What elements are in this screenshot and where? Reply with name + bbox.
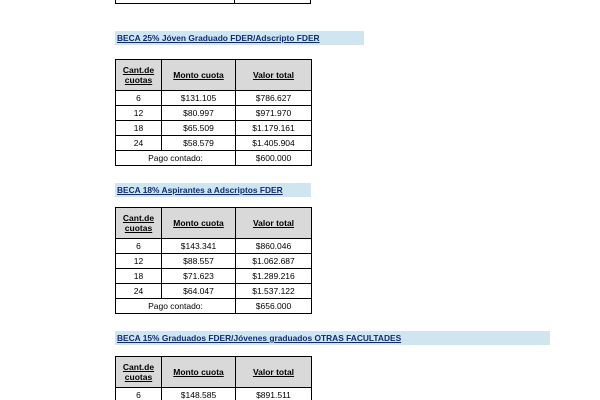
header-total: Valor total	[236, 208, 312, 239]
cell-cuotas: 6	[116, 91, 162, 106]
cell-cuotas: 6	[116, 388, 162, 400]
cell-monto: $148.585	[162, 388, 236, 400]
cell-cuotas: 12	[116, 106, 162, 121]
pago-contado-value: $600.000	[236, 151, 312, 166]
table-header-row	[116, 60, 312, 91]
pago-contado-value: $656.000	[236, 299, 312, 314]
pago-contado-row	[116, 0, 311, 4]
cell-monto: $71.623	[162, 269, 236, 284]
pago-contado-row	[116, 299, 312, 314]
table-row	[116, 91, 312, 106]
table-row	[116, 254, 312, 269]
cell-cuotas: 18	[116, 121, 162, 136]
cell-cuotas: 24	[116, 284, 162, 299]
header-cuotas: Cant.de cuotas	[116, 60, 162, 91]
header-monto: Monto cuota	[162, 60, 236, 91]
cell-monto: $65.509	[162, 121, 236, 136]
cell-total: $1.179.161	[236, 121, 312, 136]
header-cuotas: Cant.de cuotas	[116, 357, 162, 388]
header-cuotas: Cant.de cuotas	[116, 208, 162, 239]
cell-total: $1.537.122	[236, 284, 312, 299]
beca-18-table	[115, 207, 312, 314]
pago-contado-label: Pago contado:	[116, 299, 236, 314]
pago-contado-label	[116, 0, 235, 4]
cell-cuotas: 24	[116, 136, 162, 151]
previous-table-fragment	[115, 0, 311, 4]
pago-contado-label: Pago contado:	[116, 151, 236, 166]
cell-total: $786.627	[236, 91, 312, 106]
cell-total: $1.405.904	[236, 136, 312, 151]
table-row	[116, 121, 312, 136]
header-total: Valor total	[236, 60, 312, 91]
cell-monto: $131.105	[162, 91, 236, 106]
table-header-row	[116, 208, 312, 239]
table-row	[116, 106, 312, 121]
cell-cuotas: 18	[116, 269, 162, 284]
table-row	[116, 269, 312, 284]
table-row	[116, 239, 312, 254]
section-title-beca-15	[115, 331, 550, 345]
beca-15-table	[115, 356, 312, 400]
cell-monto: $64.047	[162, 284, 236, 299]
cell-monto: $58.579	[162, 136, 236, 151]
cell-monto: $88.557	[162, 254, 236, 269]
cell-monto: $80.997	[162, 106, 236, 121]
header-total: Valor total	[236, 357, 312, 388]
pago-contado-row	[116, 151, 312, 166]
cell-total: $860.046	[236, 239, 312, 254]
section-title-text: BECA 25% Jóven Graduado FDER/Adscripto FDER	[117, 33, 320, 43]
cell-total: $1.289.216	[236, 269, 312, 284]
cell-cuotas: 6	[116, 239, 162, 254]
cell-monto: $143.341	[162, 239, 236, 254]
table-row	[116, 284, 312, 299]
cell-total: $891.511	[236, 388, 312, 400]
table-row	[116, 136, 312, 151]
section-title-text: BECA 18% Aspirantes a Adscriptos FDER	[117, 185, 283, 195]
cell-total: $971.970	[236, 106, 312, 121]
cell-cuotas: 12	[116, 254, 162, 269]
pago-contado-value	[235, 0, 311, 4]
table-header-row	[116, 357, 312, 388]
beca-25-table	[115, 59, 312, 166]
table-row	[116, 388, 312, 400]
section-title-beca-25	[115, 31, 364, 45]
section-title-text: BECA 15% Graduados FDER/Jóvenes graduados OTRAS FACULTADES	[117, 333, 402, 343]
cell-total: $1.062.687	[236, 254, 312, 269]
header-monto: Monto cuota	[162, 208, 236, 239]
header-monto: Monto cuota	[162, 357, 236, 388]
section-title-beca-18	[115, 183, 311, 197]
